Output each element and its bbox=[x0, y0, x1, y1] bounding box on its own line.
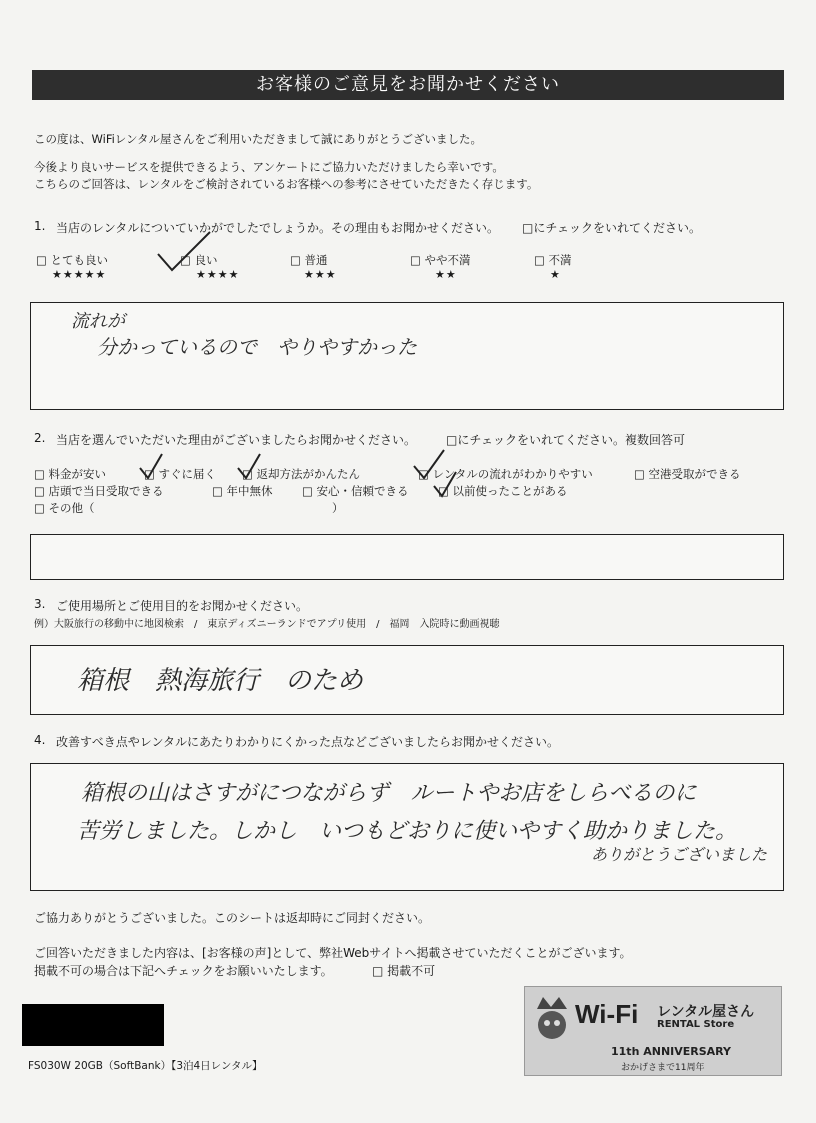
q2-option-airport-pickup[interactable]: □ 空港受取ができる bbox=[634, 467, 741, 481]
q1-answer-box[interactable] bbox=[30, 302, 784, 410]
q4-answer-box[interactable] bbox=[30, 763, 784, 891]
q1-option-dissatisfied[interactable]: □ 不満 bbox=[534, 253, 572, 267]
logo-anniversary: 11th ANNIVERSARY bbox=[611, 1045, 732, 1058]
q1-option-very-good[interactable]: □ とても良い bbox=[36, 253, 109, 267]
q3-answer-box[interactable] bbox=[30, 645, 784, 715]
q2-option-used-before[interactable]: □ 以前使ったことがある bbox=[438, 484, 568, 498]
q1-stars-3: ★★★ bbox=[304, 268, 337, 281]
q1-checkmark-icon bbox=[150, 228, 220, 276]
intro-line-1: この度は、WiFiレンタル屋さんをご利用いただきまして誠にありがとうございました。 bbox=[34, 132, 483, 146]
page-title: お客様のご意見をお聞かせください bbox=[32, 70, 784, 100]
q2-question: 当店を選んでいただいた理由がございましたらお聞かせください。 bbox=[56, 433, 417, 447]
q3-answer: 箱根 熱海旅行 のため bbox=[77, 666, 364, 696]
q2-option-trustworthy[interactable]: □ 安心・信頼できる bbox=[302, 484, 409, 498]
q2-option-easy-return[interactable]: □ 返却方法がかんたん bbox=[242, 467, 361, 481]
q2-option-cheap-price[interactable]: □ 料金が安い bbox=[34, 467, 107, 481]
q3-number: 3. bbox=[34, 597, 46, 611]
q2-option-clear-flow[interactable]: □ レンタルの流れがわかりやすい bbox=[418, 467, 593, 481]
q1-answer-line-1: 流れが bbox=[71, 311, 125, 332]
q4-answer-line-3: ありがとうございました bbox=[591, 845, 768, 864]
q2-option-other[interactable]: □ その他（ bbox=[34, 501, 95, 515]
q2-check-fast-delivery-icon bbox=[136, 452, 166, 480]
q1-stars-5: ★★★★★ bbox=[52, 268, 107, 281]
intro-line-3: こちらのご回答は、レンタルをご検討されているお客様への参考にさせていただきたく存じます。 bbox=[34, 177, 539, 191]
q4-answer-line-1: 箱根の山はさすがにつながらず ルートやお店をしらべるのに bbox=[81, 781, 697, 806]
q2-option-same-day-pickup[interactable]: □ 店頭で当日受取できる bbox=[34, 484, 164, 498]
q2-check-used-before-icon bbox=[430, 470, 460, 498]
logo-anniversary-sub: おかげさまで11周年 bbox=[621, 1063, 705, 1073]
q2-other-answer-box[interactable] bbox=[30, 534, 784, 580]
q3-question: ご使用場所とご使用目的をお聞かせください。 bbox=[56, 599, 309, 613]
q2-check-easy-return-icon bbox=[234, 452, 264, 480]
q3-example: 例）大阪旅行の移動中に地図検索 / 東京ディズニーランドでアプリ使用 / 福岡 入院時に動画視聴 bbox=[34, 619, 500, 630]
q1-note: □にチェックをいれてください。 bbox=[522, 221, 701, 235]
q1-stars-2: ★★ bbox=[435, 268, 457, 281]
company-logo bbox=[524, 986, 782, 1076]
logo-brand-text: レンタル屋さん bbox=[657, 1004, 755, 1020]
q4-number: 4. bbox=[34, 733, 46, 747]
q4-answer-line-2: 苦労しました。しかし いつもどおりに使いやすく助かりました。 bbox=[77, 819, 738, 844]
redaction-block bbox=[22, 1004, 164, 1046]
q2-option-fast-delivery[interactable]: □ すぐに届く bbox=[144, 467, 217, 481]
logo-rental-store-text: RENTAL Store bbox=[657, 1019, 735, 1030]
q1-stars-1: ★ bbox=[550, 268, 561, 281]
footer-publish-instruction: 掲載不可の場合は下記へチェックをお願いいたします。 bbox=[34, 964, 333, 978]
q1-question: 当店のレンタルについていかがでしたでしょうか。その理由もお聞かせください。 bbox=[56, 221, 499, 235]
q2-other-close-paren: ） bbox=[332, 501, 344, 515]
intro-line-2: 今後より良いサービスを提供できるよう、アンケートにご協力いただけましたら幸いです。 bbox=[34, 160, 504, 174]
q1-option-good[interactable]: □ 良い bbox=[180, 253, 218, 267]
footer-thanks: ご協力ありがとうございました。このシートは返却時にご同封ください。 bbox=[34, 911, 431, 925]
mascot-crown-icon bbox=[531, 995, 573, 1041]
q1-option-average[interactable]: □ 普通 bbox=[290, 253, 328, 267]
footer-publish-notice: ご回答いただきました内容は、[お客様の声]として、弊社Webサイトへ掲載させていただくことがございます。 bbox=[34, 946, 632, 960]
q1-answer-line-2: 分かっているので やりやすかった bbox=[97, 335, 417, 359]
q1-option-somewhat-dissatisfied[interactable]: □ やや不満 bbox=[410, 253, 471, 267]
rental-device-info: FS030W 20GB（SoftBank）【3泊4日レンタル】 bbox=[28, 1060, 263, 1072]
q2-note: □にチェックをいれてください。複数回答可 bbox=[446, 433, 685, 447]
q2-number: 2. bbox=[34, 431, 46, 445]
logo-wifi-text: Wi-Fi bbox=[575, 999, 639, 1029]
q4-question: 改善すべき点やレンタルにあたりわかりにくかった点などございましたらお聞かせください。 bbox=[56, 735, 559, 749]
q2-option-open-all-year[interactable]: □ 年中無休 bbox=[212, 484, 273, 498]
q1-stars-4: ★★★★ bbox=[196, 268, 240, 281]
publish-optout-checkbox[interactable]: □ 掲載不可 bbox=[372, 964, 436, 978]
q1-number: 1. bbox=[34, 219, 46, 233]
